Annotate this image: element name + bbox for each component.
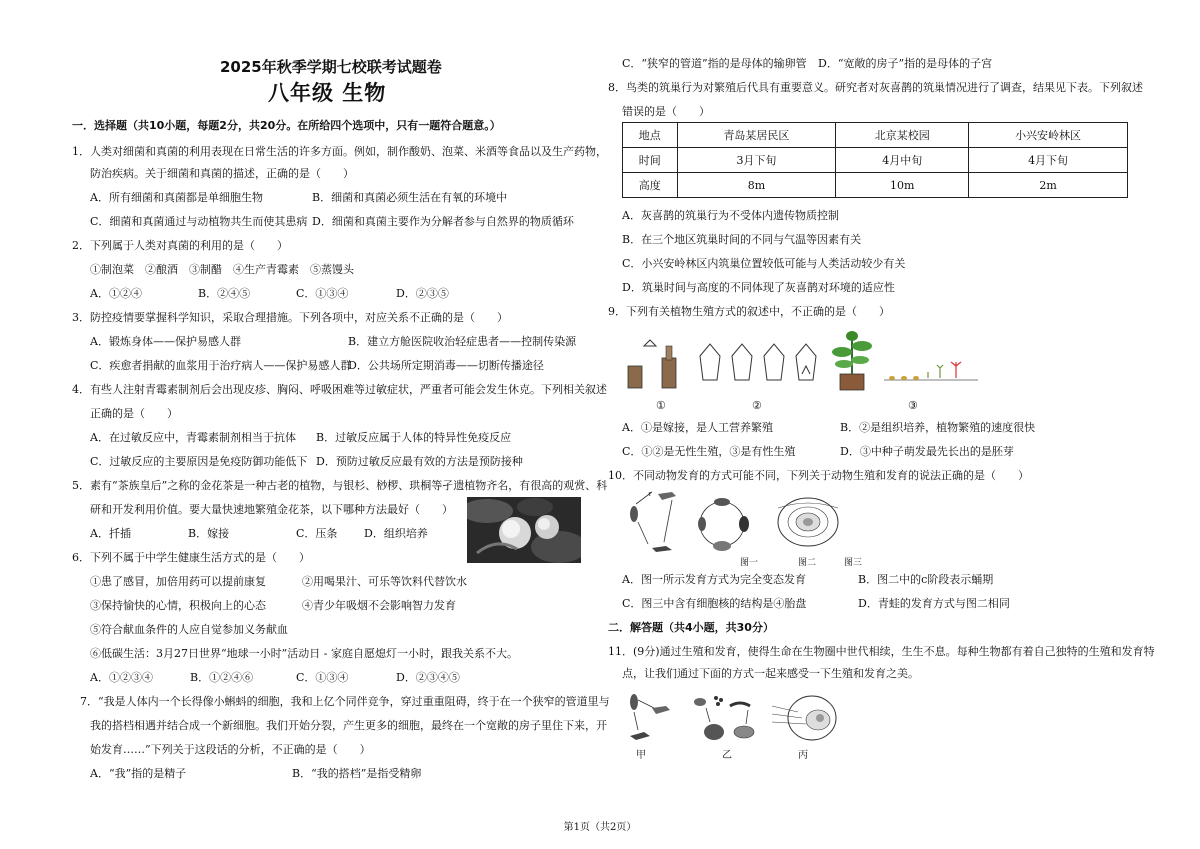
q7-option-d: D．“宽敞的房子”指的是母体的子宫 [818,57,993,70]
q5-option-d: D．组织培养 [364,527,428,540]
table-cell: 2m [969,173,1128,198]
exam-title: 2025年秋季学期七校联考试题卷 [220,58,442,76]
q11-stem-line2: 点，让我们通过下面的方式一起来感受一下生殖和发育之美。 [622,667,919,680]
q1-option-c: C．细菌和真菌通过与动植物共生而使其患病 [90,215,308,228]
q10-option-c: C．图三中含有细胞核的结构是④胎盘 [622,597,807,610]
q11-label-jia: 甲 [636,750,646,761]
table-row [623,173,1128,198]
q9-option-d: D．③中种子萌发最先长出的是胚芽 [840,445,1014,458]
q3-option-a: A．锻炼身体——保护易感人群 [90,335,241,348]
q4-option-c: C．过敏反应的主要原因是免疫防御功能低下 [90,455,308,468]
q3-option-d: D．公共场所定期消毒——切断传播途径 [348,359,544,372]
q9-label-1: ① [656,399,666,412]
q9-label-2: ② [752,399,762,412]
q9-option-c: C．①②是无性生殖，③是有性生殖 [622,445,796,458]
table-cell: 小兴安岭林区 [969,123,1128,148]
table-cell: 8m [677,173,836,198]
table-row [623,123,1128,148]
q1-option-a: A．所有细菌和真菌都是单细胞生物 [90,191,263,204]
q5-option-a: A．扦插 [90,527,131,540]
q2-stem: 2．下列属于人类对真菌的利用的是（ ） [72,239,288,252]
q6-option-c: C．①③④ [296,671,349,684]
q8-stem-line1: 8．鸟类的筑巢行为对繁殖后代具有重要意义。研究者对灰喜鹊的筑巢情况进行了调查，结果见下表。下列叙述 [608,81,1143,94]
q2-items: ①制泡菜 ②酿酒 ③制醋 ④生产青霉素 ⑤蒸馒头 [90,263,354,276]
q9-option-a: A．①是嫁接，是人工营养繁殖 [622,421,773,434]
q5-stem-line2: 研和开发利用价值。要大量快速地繁殖金花茶，以下哪种方法最好（ ） [90,503,453,516]
q8-stem-line2: 错误的是（ ） [622,105,710,118]
q6-option-b: B．①②④⑥ [190,671,254,684]
q8-option-b: B．在三个地区筑巢时间的不同与气温等因素有关 [622,233,862,246]
q3-option-c: C．疾愈者捐献的血浆用于治疗病人——保护易感人群 [90,359,352,372]
q10-option-b: B．图二中的c阶段表示蛹期 [858,573,994,586]
q4-option-a: A．在过敏反应中，青霉素制剂相当于抗体 [90,431,296,444]
q8-option-d: D．筑巢时间与高度的不同体现了灰喜鹊对环境的适应性 [622,281,895,294]
q7-option-b: B．“我的搭档”是指受精卵 [292,767,422,780]
q6-item-4: ④青少年吸烟不会影响智力发育 [302,599,456,612]
q7-option-c: C．“狭窄的管道”指的是母体的输卵管 [622,57,807,70]
q7-stem-line2: 我的搭档相遇并结合成一个新细胞。我们开始分裂，产生更多的细胞，最终在一个宽敞的房子里住下来，开 [90,719,607,732]
q10-stem: 10．不同动物发育的方式可能不同，下列关于动物生殖和发育的说法正确的是（ ） [608,469,1029,482]
q8-option-a: A．灰喜鹊的筑巢行为不受体内遗传物质控制 [622,209,839,222]
q5-option-b: B．嫁接 [188,527,230,540]
q1-stem-line2: 防治疾病。关于细菌和真菌的描述，正确的是（ ） [90,167,354,180]
q10-option-d: D．青蛙的发育方式与图二相同 [858,597,1010,610]
q8-nest-table [622,122,1128,198]
plant-reproduction-figure [622,326,982,398]
q9-option-b: B．②是组织培养，植物繁殖的速度很快 [840,421,1036,434]
q11-label-bing: 丙 [798,750,808,761]
animal-development-figure [622,488,862,558]
table-cell: 时间 [623,148,678,173]
table-cell: 4月中旬 [836,148,969,173]
q6-option-a: A．①②③④ [90,671,153,684]
page-footer: 第1页（共2页） [563,822,637,833]
q10-option-a: A．图一所示发育方式为完全变态发育 [622,573,806,586]
q2-option-b: B．②④⑤ [198,287,251,300]
q3-stem: 3．防控疫情要掌握科学知识，采取合理措施。下列各项中，对应关系不正确的是（ ） [72,311,508,324]
q1-option-b: B．细菌和真菌必须生活在有氧的环境中 [312,191,508,204]
q11-stem-line1: 11．(9分)通过生殖和发育，使得生命在生物圈中世代相续，生生不息。每种生物都有着自己独特的生殖和发育特 [608,645,1155,658]
camellia-flower-photo [467,497,581,563]
table-cell: 10m [836,173,969,198]
q6-item-6: ⑥低碳生活：3月27日世界“地球一小时”活动日 - 家庭自愿熄灯一小时，跟我关系不大。 [90,647,518,660]
q2-option-d: D．②③⑤ [396,287,449,300]
table-cell: 地点 [623,123,678,148]
q6-item-5: ⑤符合献血条件的人应自觉参加义务献血 [90,623,288,636]
q7-option-a: A．“我”指的是精子 [90,767,187,780]
q7-stem-line1: 7．“我是人体内一个长得像小蝌蚪的细胞，我和上亿个同伴竞争，穿过重重阻碍，终于在一个狭窄的管道里与 [80,695,610,708]
q7-stem-line3: 始发育……”下列关于这段话的分析，不正确的是（ ） [90,743,371,756]
q9-stem: 9．下列有关植物生殖方式的叙述中，不正确的是（ ） [608,305,890,318]
q4-stem-line1: 4．有些人注射青霉素制剂后会出现皮疹、胸闷、呼吸困难等过敏症状，严重者可能会发生休克。下列相关叙述 [72,383,607,396]
table-cell: 3月下旬 [677,148,836,173]
table-cell: 青岛某居民区 [677,123,836,148]
q9-label-3: ③ [908,399,918,412]
q4-option-d: D．预防过敏反应最有效的方法是预防接种 [316,455,523,468]
table-cell: 高度 [623,173,678,198]
q2-option-c: C．①③④ [296,287,349,300]
q6-item-3: ③保持愉快的心情，积极向上的心态 [90,599,266,612]
q11-development-figure [622,688,852,748]
q1-stem-line1: 1．人类对细菌和真菌的利用表现在日常生活的许多方面。例如，制作酸奶、泡菜、米酒等食品以及生产药物， [72,145,607,158]
section-2-heading: 二．解答题（共4小题，共30分） [608,621,774,634]
table-cell: 4月下旬 [969,148,1128,173]
q10-fig-label-3: 图三 [844,558,863,568]
q6-stem: 6．下列不属于中学生健康生活方式的是（ ） [72,551,310,564]
q3-option-b: B．建立方舱医院收治轻症患者——控制传染源 [348,335,577,348]
q4-stem-line2: 正确的是（ ） [90,407,178,420]
q11-label-yi: 乙 [722,750,732,761]
q1-option-d: D．细菌和真菌主要作为分解者参与自然界的物质循环 [312,215,574,228]
q5-option-c: C．压条 [296,527,338,540]
section-1-heading: 一．选择题（共10小题，每题2分，共20分。在所给四个选项中，只有一题符合题意。） [72,119,501,132]
q6-item-2: ②用喝果汁、可乐等饮料代替饮水 [302,575,467,588]
table-row [623,148,1128,173]
q6-item-1: ①患了感冒，加倍用药可以提前康复 [90,575,266,588]
q2-option-a: A．①②④ [90,287,142,300]
q8-option-c: C．小兴安岭林区内筑巢位置较低可能与人类活动较少有关 [622,257,906,270]
exam-subtitle: 八年级 生物 [268,81,387,105]
q10-fig-label-1: 图一 [740,558,759,568]
q4-option-b: B．过敏反应属于人体的特异性免疫反应 [316,431,512,444]
q10-fig-label-2: 图二 [798,558,817,568]
q6-option-d: D．②③④⑤ [396,671,460,684]
table-cell: 北京某校园 [836,123,969,148]
q5-stem-line1: 5．素有“茶族皇后”之称的金花茶是一种古老的植物，与银杉、桫椤、珙桐等孑遗植物齐名，有很高的观赏、科 [72,479,608,492]
